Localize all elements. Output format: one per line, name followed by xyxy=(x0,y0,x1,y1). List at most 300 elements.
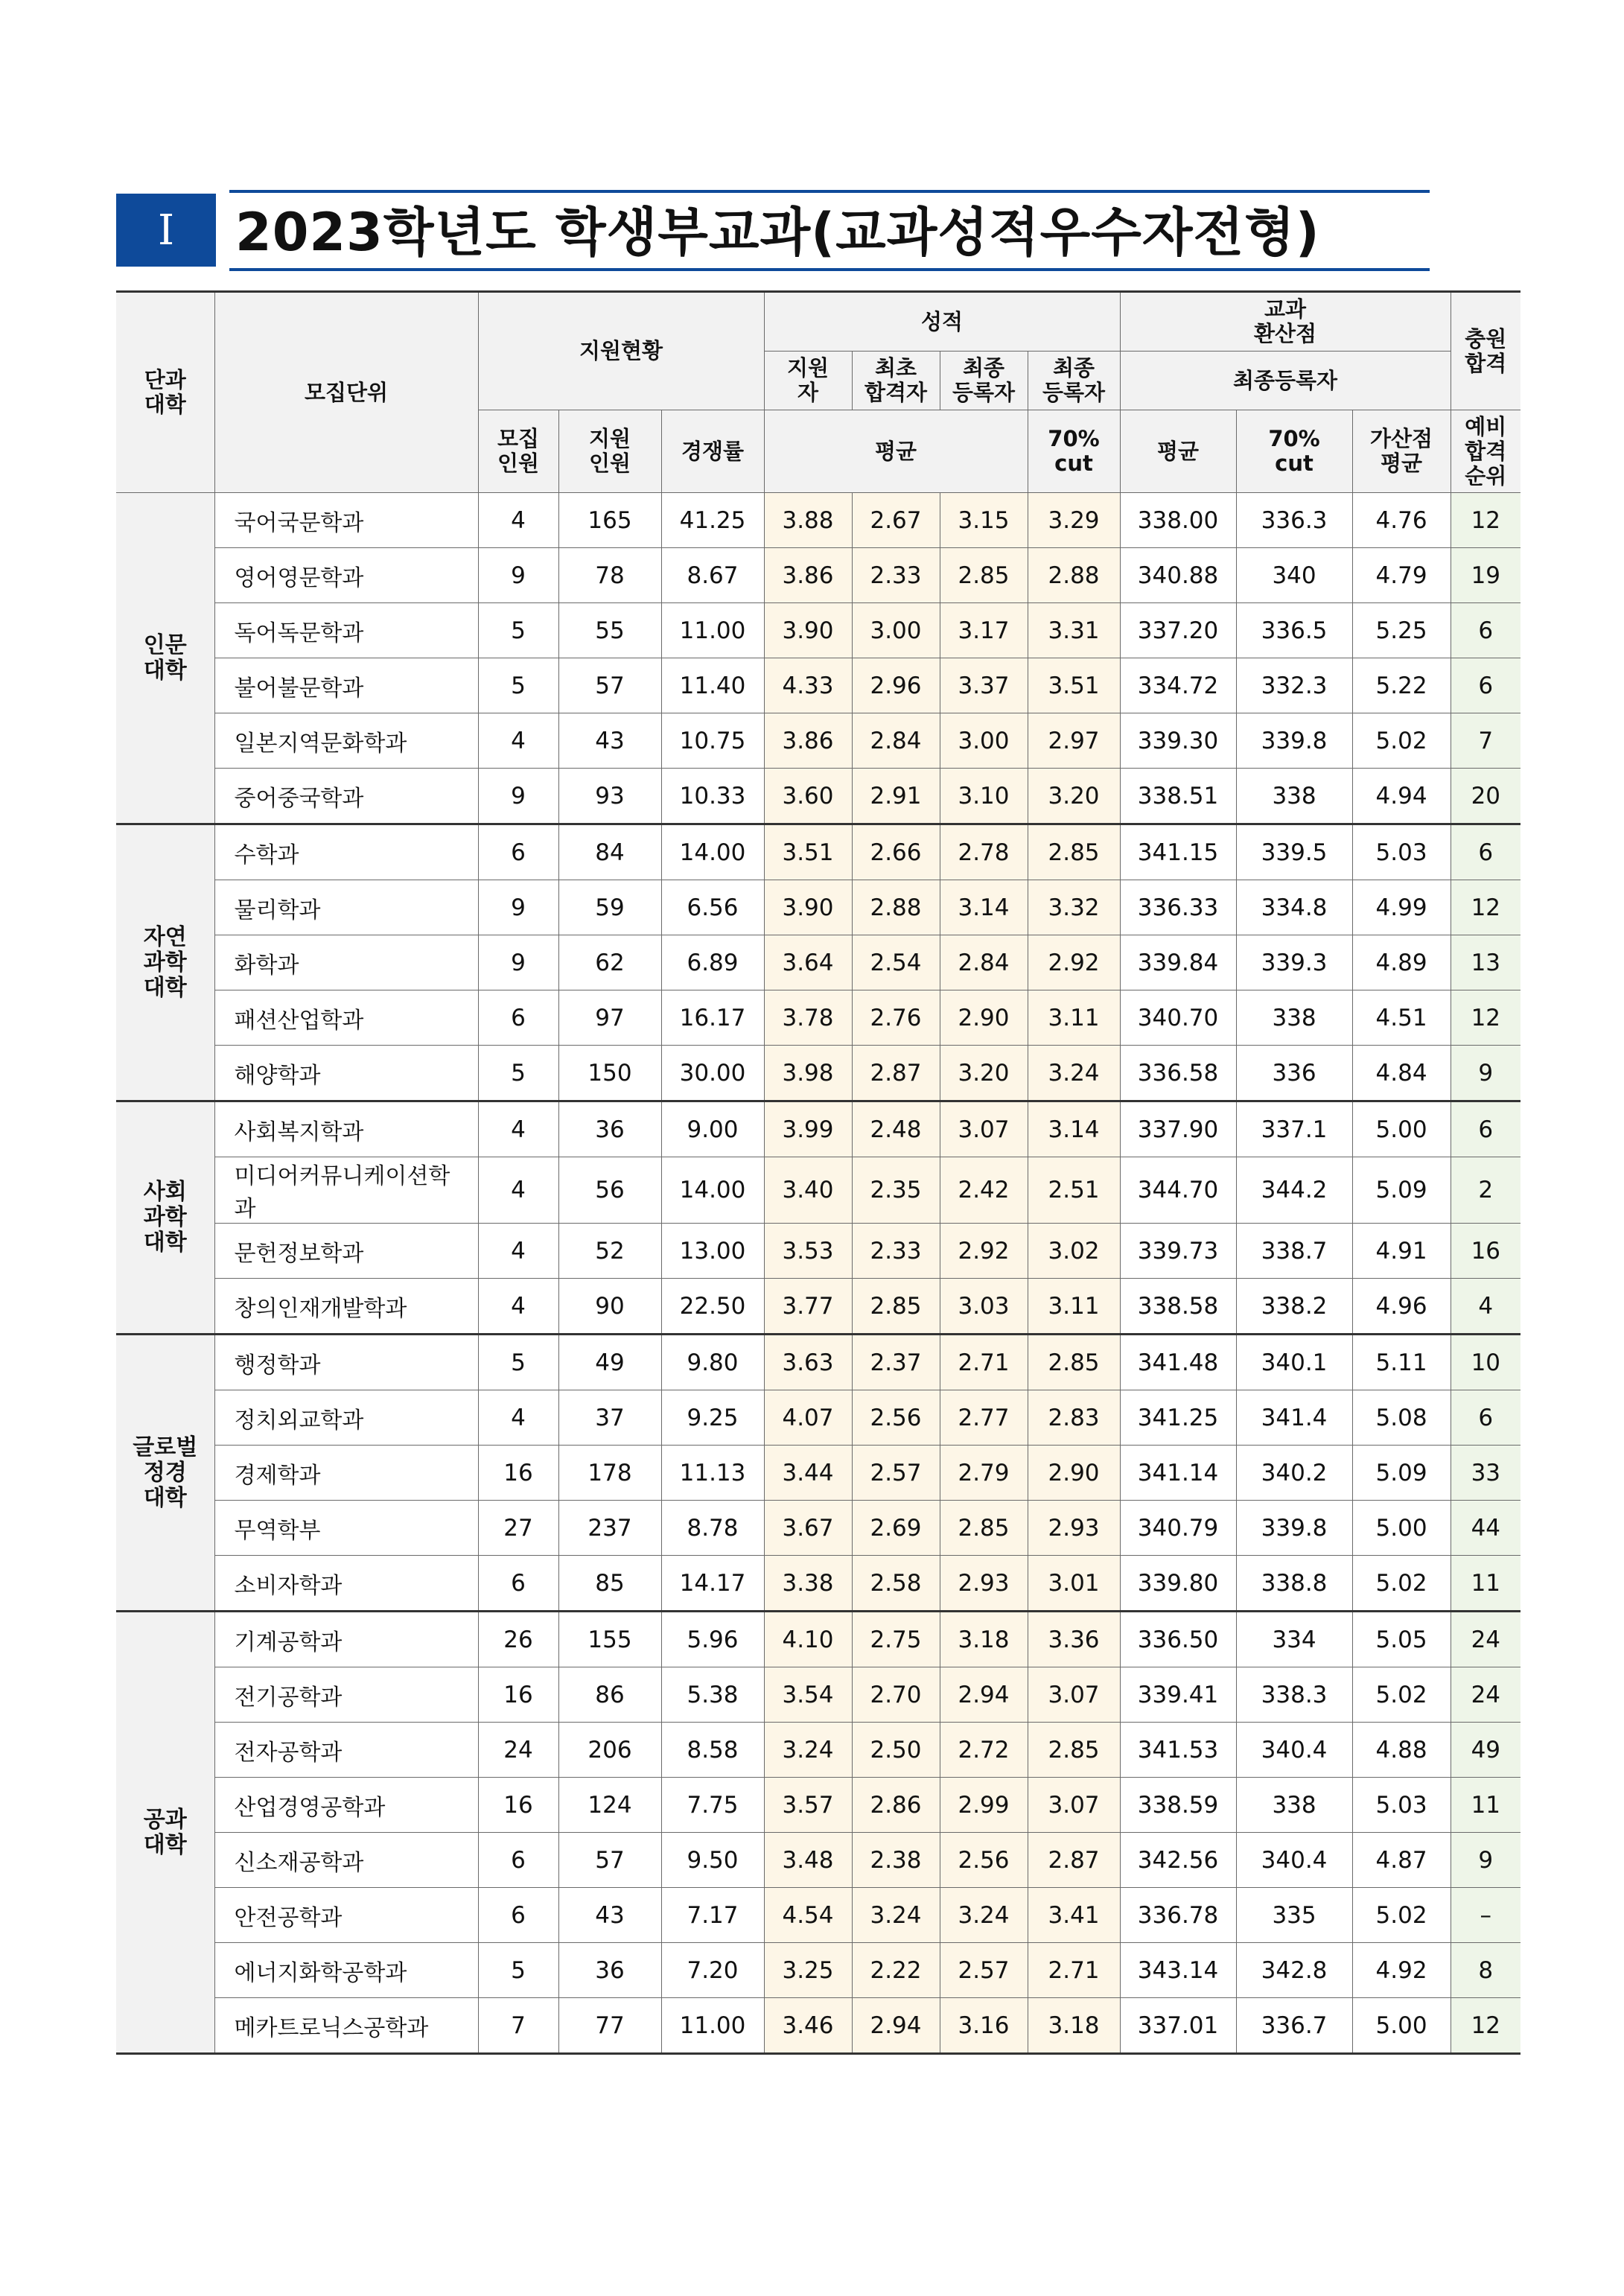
grade-final-reg: 2.93 xyxy=(940,1556,1028,1612)
col-grade-first-pass: 최초 합격자 xyxy=(852,352,940,410)
dept-name: 무역학부 xyxy=(214,1501,478,1556)
grade-cut70: 3.24 xyxy=(1028,1046,1120,1101)
col-converted-final: 최종등록자 xyxy=(1120,352,1451,410)
quota: 4 xyxy=(478,1224,558,1279)
grade-applicant: 3.88 xyxy=(764,493,852,548)
grade-first-pass: 3.00 xyxy=(852,603,940,658)
applied: 49 xyxy=(558,1335,661,1390)
bonus-average: 4.99 xyxy=(1352,880,1451,935)
grade-cut70: 3.01 xyxy=(1028,1556,1120,1612)
bonus-average: 5.03 xyxy=(1352,824,1451,880)
table-row xyxy=(116,1833,1520,1888)
grade-cut70: 3.14 xyxy=(1028,1101,1120,1157)
conv-average: 338.00 xyxy=(1120,493,1236,548)
conv-average: 341.25 xyxy=(1120,1390,1236,1446)
grade-cut70: 3.02 xyxy=(1028,1224,1120,1279)
conv-average: 334.72 xyxy=(1120,658,1236,713)
grade-cut70: 3.07 xyxy=(1028,1667,1120,1723)
ratio: 10.75 xyxy=(661,713,764,769)
dept-name: 일본지역문화학과 xyxy=(214,713,478,769)
waitlist-rank: 6 xyxy=(1451,824,1520,880)
applied: 55 xyxy=(558,603,661,658)
grade-final-reg: 2.42 xyxy=(940,1157,1028,1224)
dept-name: 수학과 xyxy=(214,824,478,880)
conv-cut70: 332.3 xyxy=(1236,658,1352,713)
ratio: 41.25 xyxy=(661,493,764,548)
waitlist-rank: 12 xyxy=(1451,1998,1520,2054)
waitlist-rank: 8 xyxy=(1451,1943,1520,1998)
waitlist-rank: 12 xyxy=(1451,990,1520,1046)
conv-average: 341.15 xyxy=(1120,824,1236,880)
grade-final-reg: 2.85 xyxy=(940,1501,1028,1556)
conv-average: 340.79 xyxy=(1120,1501,1236,1556)
conv-average: 341.14 xyxy=(1120,1446,1236,1501)
applied: 206 xyxy=(558,1723,661,1778)
grade-final-reg: 2.71 xyxy=(940,1335,1028,1390)
applied: 150 xyxy=(558,1046,661,1101)
bonus-average: 5.00 xyxy=(1352,1101,1451,1157)
conv-cut70: 338 xyxy=(1236,1778,1352,1833)
quota: 16 xyxy=(478,1778,558,1833)
waitlist-rank: 6 xyxy=(1451,603,1520,658)
grade-first-pass: 2.88 xyxy=(852,880,940,935)
applied: 62 xyxy=(558,935,661,990)
ratio: 11.00 xyxy=(661,1998,764,2054)
conv-cut70: 336.5 xyxy=(1236,603,1352,658)
grade-applicant: 4.10 xyxy=(764,1612,852,1667)
ratio: 9.50 xyxy=(661,1833,764,1888)
ratio: 10.33 xyxy=(661,769,764,824)
waitlist-rank: 6 xyxy=(1451,658,1520,713)
grade-first-pass: 2.91 xyxy=(852,769,940,824)
table-row xyxy=(116,548,1520,603)
table-row xyxy=(116,493,1520,548)
grade-final-reg: 2.72 xyxy=(940,1723,1028,1778)
table-row xyxy=(116,1943,1520,1998)
grade-final-reg: 3.37 xyxy=(940,658,1028,713)
conv-cut70: 335 xyxy=(1236,1888,1352,1943)
conv-average: 339.84 xyxy=(1120,935,1236,990)
waitlist-rank: 24 xyxy=(1451,1667,1520,1723)
conv-average: 341.53 xyxy=(1120,1723,1236,1778)
bonus-average: 5.02 xyxy=(1352,1667,1451,1723)
conv-average: 342.56 xyxy=(1120,1833,1236,1888)
grade-final-reg: 3.00 xyxy=(940,713,1028,769)
grade-first-pass: 2.86 xyxy=(852,1778,940,1833)
ratio: 9.00 xyxy=(661,1101,764,1157)
grade-first-pass: 2.96 xyxy=(852,658,940,713)
grade-final-reg: 2.57 xyxy=(940,1943,1028,1998)
grade-applicant: 3.63 xyxy=(764,1335,852,1390)
quota: 27 xyxy=(478,1501,558,1556)
grade-first-pass: 2.56 xyxy=(852,1390,940,1446)
grade-first-pass: 2.85 xyxy=(852,1279,940,1335)
grade-cut70: 2.88 xyxy=(1028,548,1120,603)
table-row xyxy=(116,1101,1520,1157)
grade-final-reg: 2.56 xyxy=(940,1833,1028,1888)
col-ratio: 경쟁률 xyxy=(661,410,764,493)
grade-first-pass: 2.37 xyxy=(852,1335,940,1390)
quota: 16 xyxy=(478,1667,558,1723)
applied: 59 xyxy=(558,880,661,935)
table-body xyxy=(116,493,1520,2054)
conv-cut70: 340 xyxy=(1236,548,1352,603)
grade-applicant: 3.86 xyxy=(764,713,852,769)
table-row xyxy=(116,603,1520,658)
applied: 90 xyxy=(558,1279,661,1335)
conv-cut70: 338.2 xyxy=(1236,1279,1352,1335)
dept-name: 중어중국학과 xyxy=(214,769,478,824)
grade-applicant: 3.53 xyxy=(764,1224,852,1279)
grade-first-pass: 2.66 xyxy=(852,824,940,880)
applied: 36 xyxy=(558,1943,661,1998)
quota: 24 xyxy=(478,1723,558,1778)
col-conv-average: 평균 xyxy=(1120,410,1236,493)
dept-name: 창의인재개발학과 xyxy=(214,1279,478,1335)
table-row xyxy=(116,1556,1520,1612)
ratio: 7.17 xyxy=(661,1888,764,1943)
ratio: 5.96 xyxy=(661,1612,764,1667)
col-waitlist-rank: 예비 합격 순위 xyxy=(1451,410,1520,493)
grade-first-pass: 2.69 xyxy=(852,1501,940,1556)
table-row xyxy=(116,1157,1520,1224)
quota: 6 xyxy=(478,1833,558,1888)
col-college: 단과 대학 xyxy=(116,292,214,493)
quota: 4 xyxy=(478,1101,558,1157)
grade-first-pass: 2.75 xyxy=(852,1612,940,1667)
quota: 9 xyxy=(478,935,558,990)
grade-final-reg: 3.03 xyxy=(940,1279,1028,1335)
grade-final-reg: 2.77 xyxy=(940,1390,1028,1446)
grade-cut70: 3.07 xyxy=(1028,1778,1120,1833)
bonus-average: 4.88 xyxy=(1352,1723,1451,1778)
quota: 9 xyxy=(478,548,558,603)
dept-name: 전기공학과 xyxy=(214,1667,478,1723)
waitlist-rank: 24 xyxy=(1451,1612,1520,1667)
dept-name: 사회복지학과 xyxy=(214,1101,478,1157)
applied: 237 xyxy=(558,1501,661,1556)
grade-cut70: 3.11 xyxy=(1028,1279,1120,1335)
waitlist-rank: 7 xyxy=(1451,713,1520,769)
table-row xyxy=(116,1335,1520,1390)
bonus-average: 5.02 xyxy=(1352,713,1451,769)
dept-name: 물리학과 xyxy=(214,880,478,935)
admission-results-table-wrapper xyxy=(116,290,1520,2055)
waitlist-rank: 9 xyxy=(1451,1046,1520,1101)
grade-first-pass: 2.87 xyxy=(852,1046,940,1101)
bonus-average: 5.09 xyxy=(1352,1157,1451,1224)
dept-name: 독어독문학과 xyxy=(214,603,478,658)
quota: 9 xyxy=(478,880,558,935)
grade-cut70: 3.31 xyxy=(1028,603,1120,658)
grade-final-reg: 2.85 xyxy=(940,548,1028,603)
ratio: 11.13 xyxy=(661,1446,764,1501)
bonus-average: 4.79 xyxy=(1352,548,1451,603)
col-unit: 모집단위 xyxy=(214,292,478,493)
grade-applicant: 3.90 xyxy=(764,603,852,658)
dept-name: 불어불문학과 xyxy=(214,658,478,713)
quota: 9 xyxy=(478,769,558,824)
grade-first-pass: 2.38 xyxy=(852,1833,940,1888)
conv-cut70: 334.8 xyxy=(1236,880,1352,935)
quota: 7 xyxy=(478,1998,558,2054)
applied: 86 xyxy=(558,1667,661,1723)
waitlist-rank: 12 xyxy=(1451,880,1520,935)
page-header xyxy=(116,188,1430,273)
ratio: 14.00 xyxy=(661,1157,764,1224)
ratio: 22.50 xyxy=(661,1279,764,1335)
bonus-average: 4.96 xyxy=(1352,1279,1451,1335)
grade-applicant: 3.46 xyxy=(764,1998,852,2054)
college-name: 글로벌 정경 대학 xyxy=(116,1335,214,1612)
applied: 124 xyxy=(558,1778,661,1833)
col-applied: 지원 인원 xyxy=(558,410,661,493)
conv-cut70: 339.3 xyxy=(1236,935,1352,990)
col-quota: 모집 인원 xyxy=(478,410,558,493)
grade-cut70: 2.87 xyxy=(1028,1833,1120,1888)
conv-cut70: 339.5 xyxy=(1236,824,1352,880)
conv-average: 336.33 xyxy=(1120,880,1236,935)
grade-final-reg: 2.84 xyxy=(940,935,1028,990)
col-group-extra: 충원 합격 xyxy=(1451,292,1520,410)
grade-applicant: 4.07 xyxy=(764,1390,852,1446)
dept-name: 화학과 xyxy=(214,935,478,990)
waitlist-rank: 9 xyxy=(1451,1833,1520,1888)
conv-average: 343.14 xyxy=(1120,1943,1236,1998)
applied: 52 xyxy=(558,1224,661,1279)
conv-average: 337.01 xyxy=(1120,1998,1236,2054)
applied: 57 xyxy=(558,658,661,713)
col-group-grades: 성적 xyxy=(764,292,1120,352)
applied: 56 xyxy=(558,1157,661,1224)
col-cut70: 70% cut xyxy=(1028,410,1120,493)
conv-cut70: 336.7 xyxy=(1236,1998,1352,2054)
bonus-average: 5.00 xyxy=(1352,1501,1451,1556)
grade-final-reg: 3.17 xyxy=(940,603,1028,658)
section-number-badge: I xyxy=(116,194,216,267)
grade-first-pass: 2.35 xyxy=(852,1157,940,1224)
applied: 155 xyxy=(558,1612,661,1667)
ratio: 14.17 xyxy=(661,1556,764,1612)
ratio: 30.00 xyxy=(661,1046,764,1101)
grade-first-pass: 2.33 xyxy=(852,548,940,603)
grade-final-reg: 2.92 xyxy=(940,1224,1028,1279)
table-row xyxy=(116,880,1520,935)
grade-applicant: 3.51 xyxy=(764,824,852,880)
dept-name: 미디어커뮤니케이션학과 xyxy=(214,1157,478,1224)
grade-applicant: 3.86 xyxy=(764,548,852,603)
bonus-average: 5.00 xyxy=(1352,1998,1451,2054)
grade-first-pass: 2.84 xyxy=(852,713,940,769)
col-group-applicants: 지원현황 xyxy=(478,292,764,410)
quota: 16 xyxy=(478,1446,558,1501)
ratio: 9.80 xyxy=(661,1335,764,1390)
grade-first-pass: 2.94 xyxy=(852,1998,940,2054)
grade-applicant: 3.38 xyxy=(764,1556,852,1612)
dept-name: 메카트로닉스공학과 xyxy=(214,1998,478,2054)
bonus-average: 4.76 xyxy=(1352,493,1451,548)
quota: 4 xyxy=(478,713,558,769)
col-grade-final-reg-cut: 최종 등록자 xyxy=(1028,352,1120,410)
quota: 4 xyxy=(478,493,558,548)
conv-cut70: 340.4 xyxy=(1236,1723,1352,1778)
waitlist-rank: 10 xyxy=(1451,1335,1520,1390)
col-grade-applicant: 지원 자 xyxy=(764,352,852,410)
college-name: 사회 과학 대학 xyxy=(116,1101,214,1335)
page-title: 2023학년도 학생부교과(교과성적우수자전형) xyxy=(235,202,1320,263)
table-row xyxy=(116,1888,1520,1943)
dept-name: 문헌정보학과 xyxy=(214,1224,478,1279)
grade-first-pass: 3.24 xyxy=(852,1888,940,1943)
grade-first-pass: 2.50 xyxy=(852,1723,940,1778)
table-row xyxy=(116,1279,1520,1335)
conv-cut70: 338.7 xyxy=(1236,1224,1352,1279)
grade-applicant: 3.54 xyxy=(764,1667,852,1723)
grade-final-reg: 2.94 xyxy=(940,1667,1028,1723)
table-row xyxy=(116,1046,1520,1101)
quota: 5 xyxy=(478,658,558,713)
grade-first-pass: 2.76 xyxy=(852,990,940,1046)
applied: 78 xyxy=(558,548,661,603)
dept-name: 패션산업학과 xyxy=(214,990,478,1046)
quota: 5 xyxy=(478,1046,558,1101)
waitlist-rank: 44 xyxy=(1451,1501,1520,1556)
ratio: 13.00 xyxy=(661,1224,764,1279)
waitlist-rank: 2 xyxy=(1451,1157,1520,1224)
conv-cut70: 338 xyxy=(1236,769,1352,824)
waitlist-rank: 20 xyxy=(1451,769,1520,824)
dept-name: 행정학과 xyxy=(214,1335,478,1390)
ratio: 7.20 xyxy=(661,1943,764,1998)
grade-applicant: 3.48 xyxy=(764,1833,852,1888)
quota: 26 xyxy=(478,1612,558,1667)
col-conv-cut70: 70% cut xyxy=(1236,410,1352,493)
grade-final-reg: 2.79 xyxy=(940,1446,1028,1501)
grade-final-reg: 3.10 xyxy=(940,769,1028,824)
conv-average: 344.70 xyxy=(1120,1157,1236,1224)
grade-applicant: 3.60 xyxy=(764,769,852,824)
grade-cut70: 2.71 xyxy=(1028,1943,1120,1998)
conv-cut70: 340.4 xyxy=(1236,1833,1352,1888)
quota: 5 xyxy=(478,1335,558,1390)
bonus-average: 5.25 xyxy=(1352,603,1451,658)
conv-average: 339.80 xyxy=(1120,1556,1236,1612)
table-row xyxy=(116,1612,1520,1667)
grade-applicant: 3.25 xyxy=(764,1943,852,1998)
grade-cut70: 3.18 xyxy=(1028,1998,1120,2054)
waitlist-rank: 49 xyxy=(1451,1723,1520,1778)
dept-name: 경제학과 xyxy=(214,1446,478,1501)
dept-name: 산업경영공학과 xyxy=(214,1778,478,1833)
bonus-average: 4.94 xyxy=(1352,769,1451,824)
quota: 6 xyxy=(478,1556,558,1612)
conv-average: 338.59 xyxy=(1120,1778,1236,1833)
bonus-average: 5.02 xyxy=(1352,1556,1451,1612)
col-bonus-avg: 가산점 평균 xyxy=(1352,410,1451,493)
ratio: 5.38 xyxy=(661,1667,764,1723)
conv-average: 336.58 xyxy=(1120,1046,1236,1101)
applied: 84 xyxy=(558,824,661,880)
conv-average: 338.58 xyxy=(1120,1279,1236,1335)
bonus-average: 4.91 xyxy=(1352,1224,1451,1279)
conv-cut70: 338.3 xyxy=(1236,1667,1352,1723)
applied: 43 xyxy=(558,1888,661,1943)
table-row xyxy=(116,1723,1520,1778)
grade-final-reg: 3.07 xyxy=(940,1101,1028,1157)
conv-average: 340.88 xyxy=(1120,548,1236,603)
grade-applicant: 3.90 xyxy=(764,880,852,935)
col-group-converted: 교과 환산점 xyxy=(1120,292,1451,352)
waitlist-rank: 11 xyxy=(1451,1556,1520,1612)
quota: 6 xyxy=(478,990,558,1046)
ratio: 7.75 xyxy=(661,1778,764,1833)
conv-cut70: 337.1 xyxy=(1236,1101,1352,1157)
grade-applicant: 3.78 xyxy=(764,990,852,1046)
waitlist-rank: – xyxy=(1451,1888,1520,1943)
table-row xyxy=(116,935,1520,990)
bonus-average: 4.92 xyxy=(1352,1943,1451,1998)
waitlist-rank: 6 xyxy=(1451,1390,1520,1446)
table-row xyxy=(116,769,1520,824)
dept-name: 신소재공학과 xyxy=(214,1833,478,1888)
waitlist-rank: 13 xyxy=(1451,935,1520,990)
grade-cut70: 3.51 xyxy=(1028,658,1120,713)
bonus-average: 5.02 xyxy=(1352,1888,1451,1943)
col-average: 평균 xyxy=(764,410,1028,493)
dept-name: 소비자학과 xyxy=(214,1556,478,1612)
grade-final-reg: 2.99 xyxy=(940,1778,1028,1833)
grade-first-pass: 2.57 xyxy=(852,1446,940,1501)
conv-cut70: 341.4 xyxy=(1236,1390,1352,1446)
table-row xyxy=(116,1778,1520,1833)
grade-first-pass: 2.67 xyxy=(852,493,940,548)
conv-cut70: 342.8 xyxy=(1236,1943,1352,1998)
waitlist-rank: 12 xyxy=(1451,493,1520,548)
conv-average: 339.73 xyxy=(1120,1224,1236,1279)
ratio: 11.40 xyxy=(661,658,764,713)
conv-cut70: 338 xyxy=(1236,990,1352,1046)
conv-cut70: 334 xyxy=(1236,1612,1352,1667)
conv-average: 339.30 xyxy=(1120,713,1236,769)
table-row xyxy=(116,1224,1520,1279)
ratio: 8.78 xyxy=(661,1501,764,1556)
conv-cut70: 339.8 xyxy=(1236,713,1352,769)
grade-cut70: 3.29 xyxy=(1028,493,1120,548)
quota: 6 xyxy=(478,824,558,880)
quota: 6 xyxy=(478,1888,558,1943)
ratio: 8.67 xyxy=(661,548,764,603)
waitlist-rank: 16 xyxy=(1451,1224,1520,1279)
grade-applicant: 3.64 xyxy=(764,935,852,990)
grade-cut70: 2.90 xyxy=(1028,1446,1120,1501)
table-row xyxy=(116,658,1520,713)
table-row xyxy=(116,713,1520,769)
quota: 5 xyxy=(478,1943,558,1998)
applied: 43 xyxy=(558,713,661,769)
ratio: 11.00 xyxy=(661,603,764,658)
dept-name: 국어국문학과 xyxy=(214,493,478,548)
ratio: 8.58 xyxy=(661,1723,764,1778)
grade-cut70: 2.97 xyxy=(1028,713,1120,769)
waitlist-rank: 4 xyxy=(1451,1279,1520,1335)
bonus-average: 5.22 xyxy=(1352,658,1451,713)
grade-cut70: 2.85 xyxy=(1028,824,1120,880)
bonus-average: 4.84 xyxy=(1352,1046,1451,1101)
dept-name: 전자공학과 xyxy=(214,1723,478,1778)
bonus-average: 5.08 xyxy=(1352,1390,1451,1446)
waitlist-rank: 11 xyxy=(1451,1778,1520,1833)
college-name: 공과 대학 xyxy=(116,1612,214,2054)
